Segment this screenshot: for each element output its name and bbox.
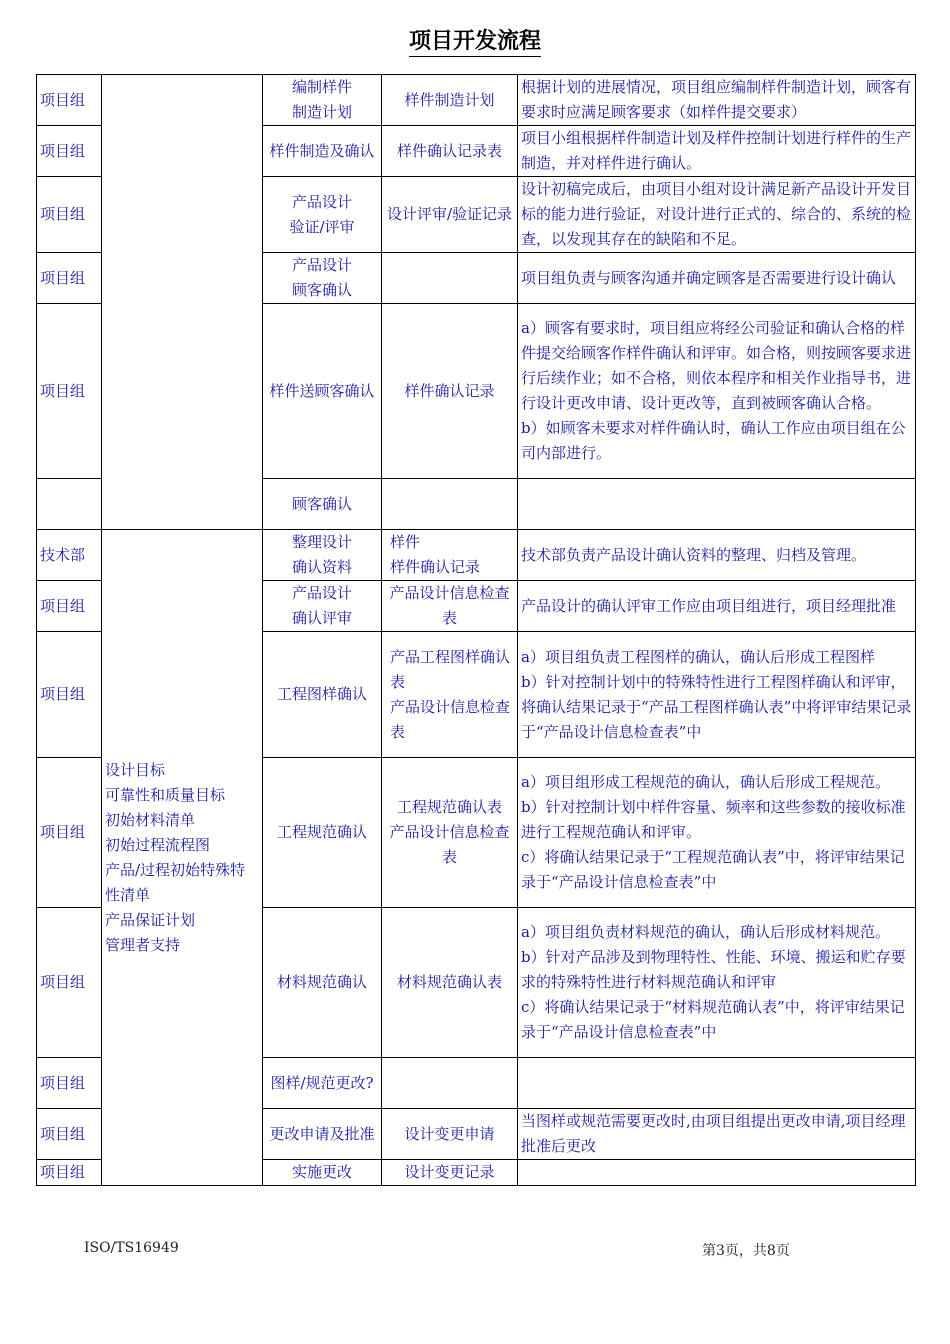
desc-cell: 产品设计的确认评审工作应由项目组进行，项目经理批准 bbox=[518, 581, 916, 632]
dept-cell: 项目组 bbox=[37, 1109, 102, 1160]
footer-standard: ISO/TS16949 bbox=[84, 1240, 179, 1256]
desc-cell: 设计初稿完成后，由项目小组对设计满足新产品设计开发目标的能力进行验证，对设计进行正式的、综合的、系统的检查，以发现其存在的缺陷和不足。 bbox=[518, 177, 916, 253]
desc-cell: 技术部负责产品设计确认资料的整理、归档及管理。 bbox=[518, 530, 916, 581]
record-cell: 工程规范确认表 产品设计信息检查表 bbox=[382, 758, 518, 908]
step-cell: 更改申请及批准 bbox=[263, 1109, 382, 1160]
desc-cell bbox=[518, 1058, 916, 1109]
record-cell: 设计变更记录 bbox=[382, 1160, 518, 1186]
record-cell: 样件确认记录 bbox=[382, 304, 518, 479]
record-cell: 产品设计信息检查表 bbox=[382, 581, 518, 632]
step-cell: 产品设计 验证/评审 bbox=[263, 177, 382, 253]
desc-cell: 项目小组根据样件制造计划及样件控制计划进行样件的生产制造，并对样件进行确认。 bbox=[518, 126, 916, 177]
record-cell: 设计评审/验证记录 bbox=[382, 177, 518, 253]
dept-cell bbox=[37, 479, 102, 530]
dept-cell: 项目组 bbox=[37, 75, 102, 126]
desc-cell: a）顾客有要求时，项目组应将经公司验证和确认合格的样件提交给顾客作样件确认和评审。如合格，则按顾客要求进行后续作业；如不合格，则依本程序和相关作业指导书，进行设计更改申请、设计更改等，直到被顾客确认合格。 b）如顾客未要求对样件确认时，确认工作应由项目组在公司内部进行。 bbox=[518, 304, 916, 479]
dept-cell: 项目组 bbox=[37, 304, 102, 479]
desc-cell: 当图样或规范需要更改时,由项目组提出更改申请,项目经理批准后更改 bbox=[518, 1109, 916, 1160]
inputs-cell: 设计目标 可靠性和质量目标 初始材料清单 初始过程流程图 产品/过程初始特殊特性清单 产品保证计划 管理者支持 bbox=[102, 530, 263, 1186]
desc-cell: a）项目组负责材料规范的确认，确认后形成材料规范。 b）针对产品涉及到物理特性、性能、环境、搬运和贮存要求的特殊特性进行材料规范确认和评审 c）将确认结果记录于“材料规范确认表”中，将评审结果记录于“产品设计信息检查表”中 bbox=[518, 908, 916, 1058]
dept-cell: 技术部 bbox=[37, 530, 102, 581]
footer-page-number: 第3页，共8页 bbox=[702, 1243, 790, 1259]
step-cell: 工程规范确认 bbox=[263, 758, 382, 908]
table-row bbox=[37, 75, 916, 126]
desc-cell: a）项目组形成工程规范的确认，确认后形成工程规范。 b）针对控制计划中样件容量、频率和这些参数的接收标准进行工程规范确认和评审。 c）将确认结果记录于“工程规范确认表”中，将评审结果记录于“产品设计信息检查表”中 bbox=[518, 758, 916, 908]
desc-cell bbox=[518, 479, 916, 530]
dept-cell: 项目组 bbox=[37, 632, 102, 758]
record-cell bbox=[382, 253, 518, 304]
record-cell: 样件确认记录表 bbox=[382, 126, 518, 177]
step-cell: 产品设计 顾客确认 bbox=[263, 253, 382, 304]
step-cell: 编制样件 制造计划 bbox=[263, 75, 382, 126]
step-cell: 顾客确认 bbox=[263, 479, 382, 530]
record-cell: 材料规范确认表 bbox=[382, 908, 518, 1058]
step-cell: 材料规范确认 bbox=[263, 908, 382, 1058]
record-cell bbox=[382, 479, 518, 530]
record-cell: 产品工程图样确认表 产品设计信息检查表 bbox=[382, 632, 518, 758]
desc-cell: a）项目组负责工程图样的确认，确认后形成工程图样 b）针对控制计划中的特殊特性进行工程图样确认和评审，将确认结果记录于“产品工程图样确认表”中将评审结果记录于“产品设计信息检查表”中 bbox=[518, 632, 916, 758]
record-cell: 样件 样件确认记录 bbox=[382, 530, 518, 581]
page-title: 项目开发流程 bbox=[0, 24, 950, 55]
dept-cell: 项目组 bbox=[37, 758, 102, 908]
inputs-cell-top bbox=[102, 75, 263, 530]
dept-cell: 项目组 bbox=[37, 177, 102, 253]
step-cell: 图样/规范更改? bbox=[263, 1058, 382, 1109]
step-cell: 样件送顾客确认 bbox=[263, 304, 382, 479]
step-cell: 实施更改 bbox=[263, 1160, 382, 1186]
desc-cell bbox=[518, 1160, 916, 1186]
step-cell: 整理设计 确认资料 bbox=[263, 530, 382, 581]
desc-cell: 根据计划的进展情况，项目组应编制样件制造计划，顾客有要求时应满足顾客要求（如样件提交要求） bbox=[518, 75, 916, 126]
dept-cell: 项目组 bbox=[37, 126, 102, 177]
step-cell: 工程图样确认 bbox=[263, 632, 382, 758]
dept-cell: 项目组 bbox=[37, 581, 102, 632]
dept-cell: 项目组 bbox=[37, 1160, 102, 1186]
dept-cell: 项目组 bbox=[37, 253, 102, 304]
process-table bbox=[36, 74, 916, 1186]
step-cell: 产品设计 确认评审 bbox=[263, 581, 382, 632]
record-cell: 样件制造计划 bbox=[382, 75, 518, 126]
dept-cell: 项目组 bbox=[37, 1058, 102, 1109]
record-cell bbox=[382, 1058, 518, 1109]
dept-cell: 项目组 bbox=[37, 908, 102, 1058]
table-row bbox=[37, 530, 916, 581]
step-cell: 样件制造及确认 bbox=[263, 126, 382, 177]
record-cell: 设计变更申请 bbox=[382, 1109, 518, 1160]
desc-cell: 项目组负责与顾客沟通并确定顾客是否需要进行设计确认 bbox=[518, 253, 916, 304]
